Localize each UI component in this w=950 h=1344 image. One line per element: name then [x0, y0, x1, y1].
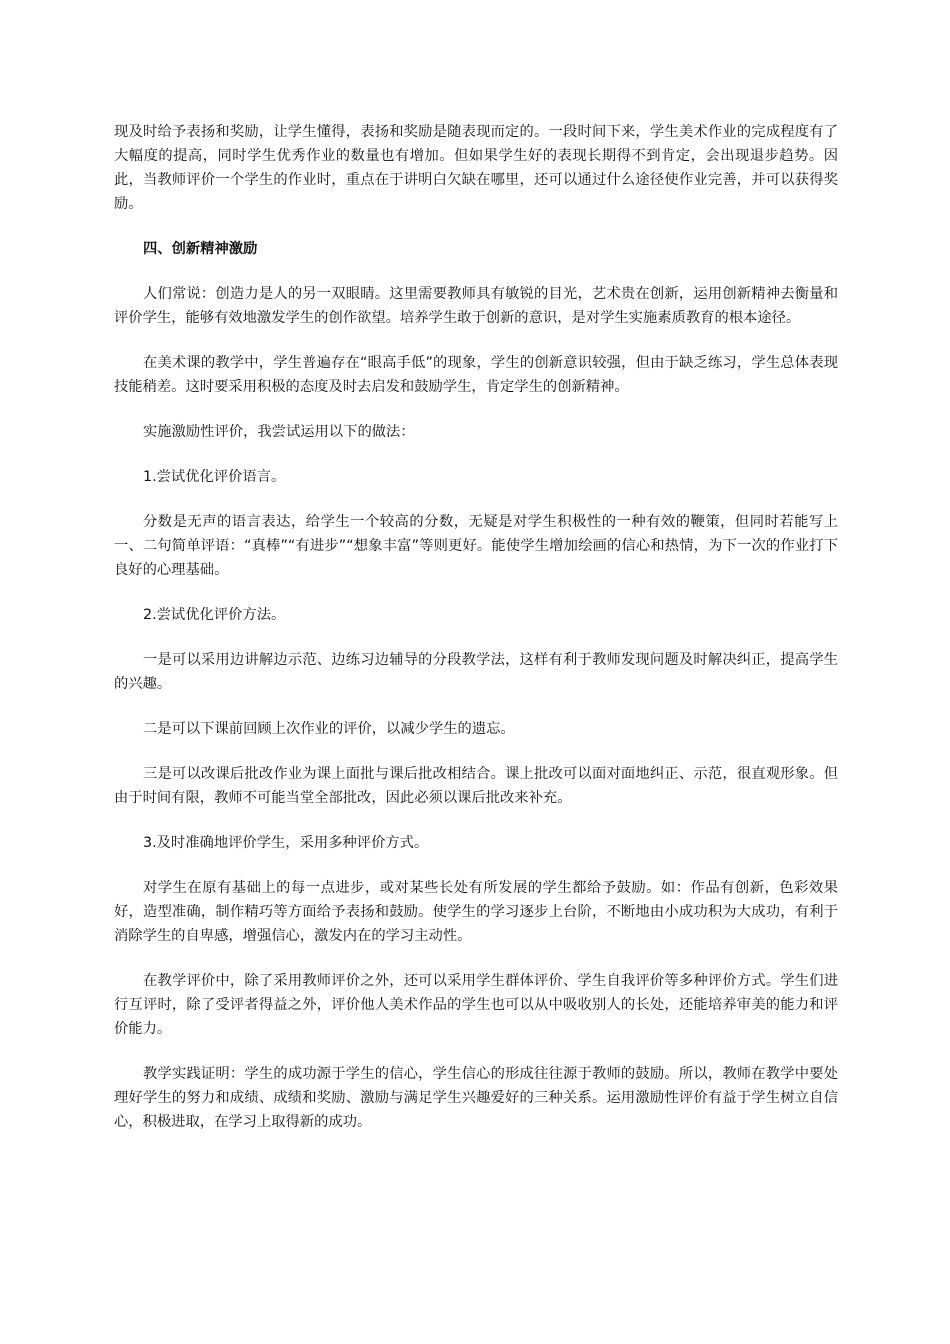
paragraph: 人们常说：创造力是人的另一双眼睛。这里需要教师具有敏锐的目光，艺术贵在创新，运用创新精神去衡量和评价学生，能够有效地激发学生的创作欲望。培养学生敢于创新的意识，是对学生实施素质教育的根本途径。	[114, 286, 838, 326]
paragraph: 在教学评价中，除了采用教师评价之外，还可以采用学生群体评价、学生自我评价等多种评价方式。学生们进行互评时，除了受评者得益之外，评价他人美术作品的学生也可以从中吸收别人的长处，还能培养审美的能力和评价能力。	[114, 973, 838, 1037]
paragraph: 教学实践证明：学生的成功源于学生的信心，学生信心的形成往往源于教师的鼓励。所以，教师在教学中要处理好学生的努力和成绩、成绩和奖励、激励与满足学生兴趣爱好的三种关系。运用激励性评价有益于学生树立自信心，积极进取，在学习上取得新的成功。	[114, 1066, 838, 1130]
paragraph: 对学生在原有基础上的每一点进步，或对某些长处有所发展的学生都给予鼓励。如：作品有创新，色彩效果好，造型准确，制作精巧等方面给予表扬和鼓励。使学生的学习逐步上台阶，不断地由小成功积为大成功，有利于消除学生的自卑感，增强信心，激发内在的学习主动性。	[114, 880, 838, 944]
paragraph: 现及时给予表扬和奖励，让学生懂得，表扬和奖励是随表现而定的。一段时间下来，学生美术作业的完成程度有了大幅度的提高，同时学生优秀作业的数量也有增加。但如果学生好的表现长期得不到肯定，会出现退步趋势。因此，当教师评价一个学生的作业时，重点在于讲明白欠缺在哪里，还可以通过什么途径使作业完善，并可以获得奖励。	[114, 124, 838, 212]
list-item-heading: 1.尝试优化评价语言。	[143, 469, 286, 485]
paragraph: 三是可以改课后批改作业为课上面批与课后批改相结合。课上批改可以面对面地纠正、示范，很直观形象。但由于时间有限，教师不可能当堂全部批改，因此必须以课后批改来补充。	[114, 766, 838, 806]
paragraph: 一是可以采用边讲解边示范、边练习边辅导的分段教学法，这样有利于教师发现问题及时解决纠正，提高学生的兴趣。	[114, 652, 838, 692]
paragraph: 在美术课的教学中，学生普遍存在“眼高手低”的现象，学生的创新意识较强，但由于缺乏练习，学生总体表现技能稍差。这时要采用积极的态度及时去启发和鼓励学生，肯定学生的创新精神。	[114, 355, 838, 395]
document-page	[114, 120, 838, 1155]
paragraph: 实施激励性评价，我尝试运用以下的做法：	[143, 424, 415, 440]
list-item-heading: 3.及时准确地评价学生，采用多种评价方式。	[143, 835, 429, 851]
paragraph: 二是可以下课前回顾上次作业的评价，以减少学生的遗忘。	[143, 721, 515, 737]
paragraph: 分数是无声的语言表达，给学生一个较高的分数，无疑是对学生积极性的一种有效的鞭策，但同时若能写上一、二句简单评语：“真棒”“有进步”“想象丰富”等则更好。能使学生增加绘画的信心和热情，为下一次的作业打下良好的心理基础。	[114, 514, 838, 578]
list-item-heading: 2.尝试优化评价方法。	[143, 607, 286, 623]
section-heading: 四、创新精神激励	[143, 241, 258, 257]
